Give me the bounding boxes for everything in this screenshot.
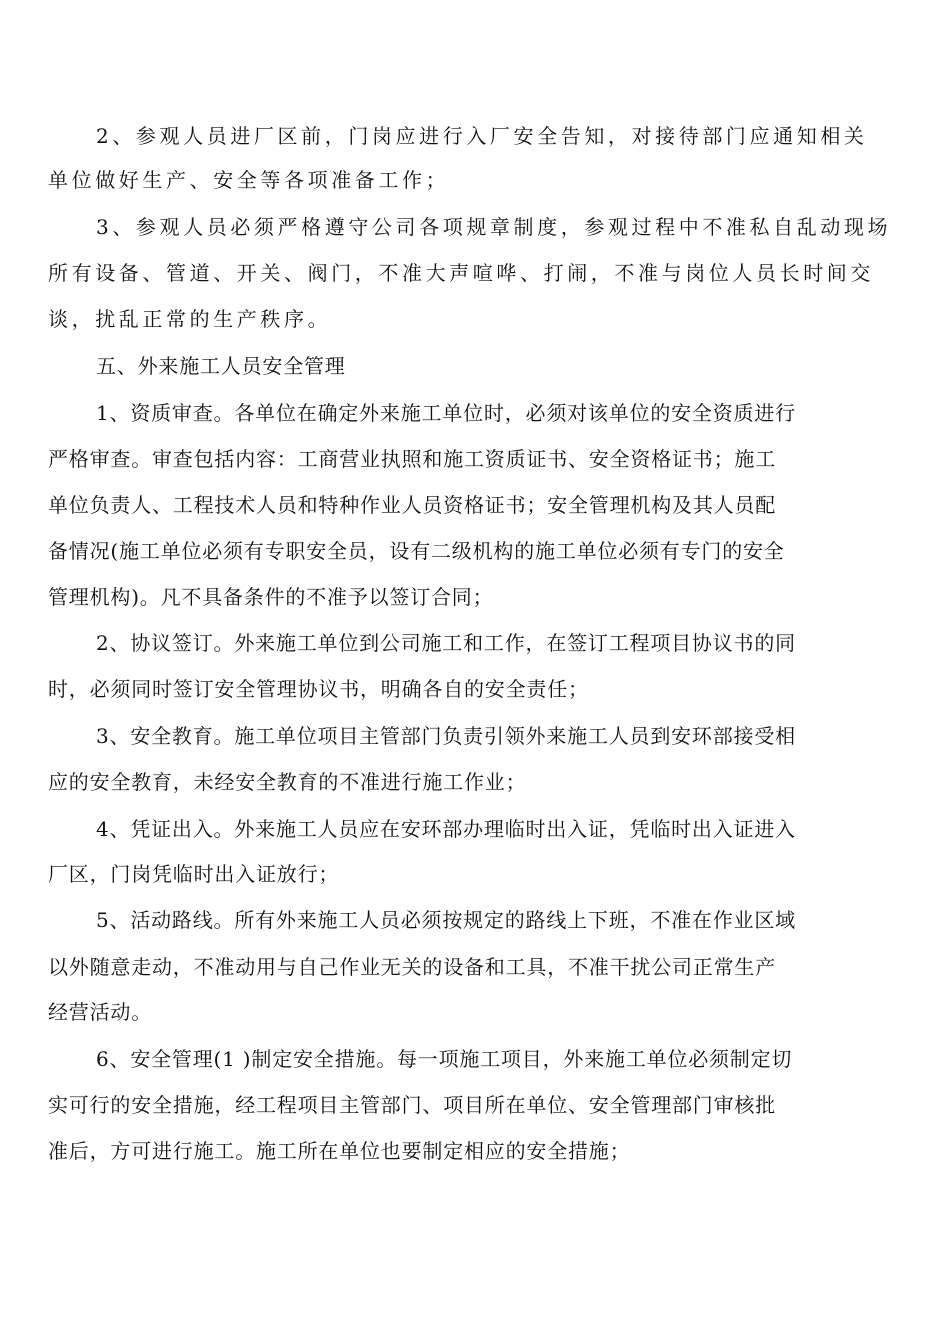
paragraph-line: 经营活动。	[48, 1000, 152, 1024]
paragraph-line: 3、安全教育。施工单位项目主管部门负责引领外来施工人员到安环部接受相	[96, 724, 796, 748]
section-heading: 五、外来施工人员安全管理	[96, 354, 346, 378]
paragraph-line: 以外随意走动，不准动用与自己作业无关的设备和工具，不准干扰公司正常生产	[48, 955, 776, 979]
paragraph-line: 5、活动路线。所有外来施工人员必须按规定的路线上下班，不准在作业区域	[96, 908, 796, 932]
paragraph-line: 谈，扰乱正常的生产秩序。	[48, 307, 332, 331]
paragraph-line: 准后，方可进行施工。施工所在单位也要制定相应的安全措施；	[48, 1139, 631, 1163]
paragraph-line: 应的安全教育，未经安全教育的不准进行施工作业；	[48, 770, 527, 794]
paragraph-line: 时，必须同时签订安全管理协议书，明确各自的安全责任；	[48, 677, 589, 701]
paragraph-line: 厂区，门岗凭临时出入证放行；	[48, 862, 340, 886]
paragraph-line: 1、资质审查。各单位在确定外来施工单位时，必须对该单位的安全资质进行	[96, 401, 796, 425]
paragraph-line: 2、协议签订。外来施工单位到公司施工和工作，在签订工程项目协议书的同	[96, 631, 796, 655]
paragraph-line: 2、参观人员进厂区前，门岗应进行入厂安全告知，对接待部门应通知相关	[96, 124, 868, 148]
paragraph-line: 所有设备、管道、开关、阀门，不准大声喧哗、打闹，不准与岗位人员长时间交	[48, 261, 874, 285]
paragraph-line: 单位负责人、工程技术人员和特种作业人员资格证书；安全管理机构及其人员配	[48, 493, 776, 517]
paragraph-line: 管理机构)。凡不具备条件的不准予以签订合同；	[48, 585, 494, 609]
paragraph-line: 单位做好生产、安全等各项准备工作；	[48, 168, 450, 192]
paragraph-line: 实可行的安全措施，经工程项目主管部门、项目所在单位、安全管理部门审核批	[48, 1093, 776, 1117]
paragraph-line: 6、安全管理(1 )制定安全措施。每一项施工项目，外来施工单位必须制定切	[96, 1047, 793, 1071]
paragraph-line: 3、参观人员必须严格遵守公司各项规章制度，参观过程中不准私自乱动现场	[96, 215, 892, 239]
paragraph-line: 4、凭证出入。外来施工人员应在安环部办理临时出入证，凭临时出入证进入	[96, 817, 796, 841]
paragraph-line: 严格审查。审查包括内容：工商营业执照和施工资质证书、安全资格证书；施工	[48, 447, 776, 471]
paragraph-line: 备情况(施工单位必须有专职安全员，设有二级机构的施工单位必须有专门的安全	[48, 539, 785, 563]
